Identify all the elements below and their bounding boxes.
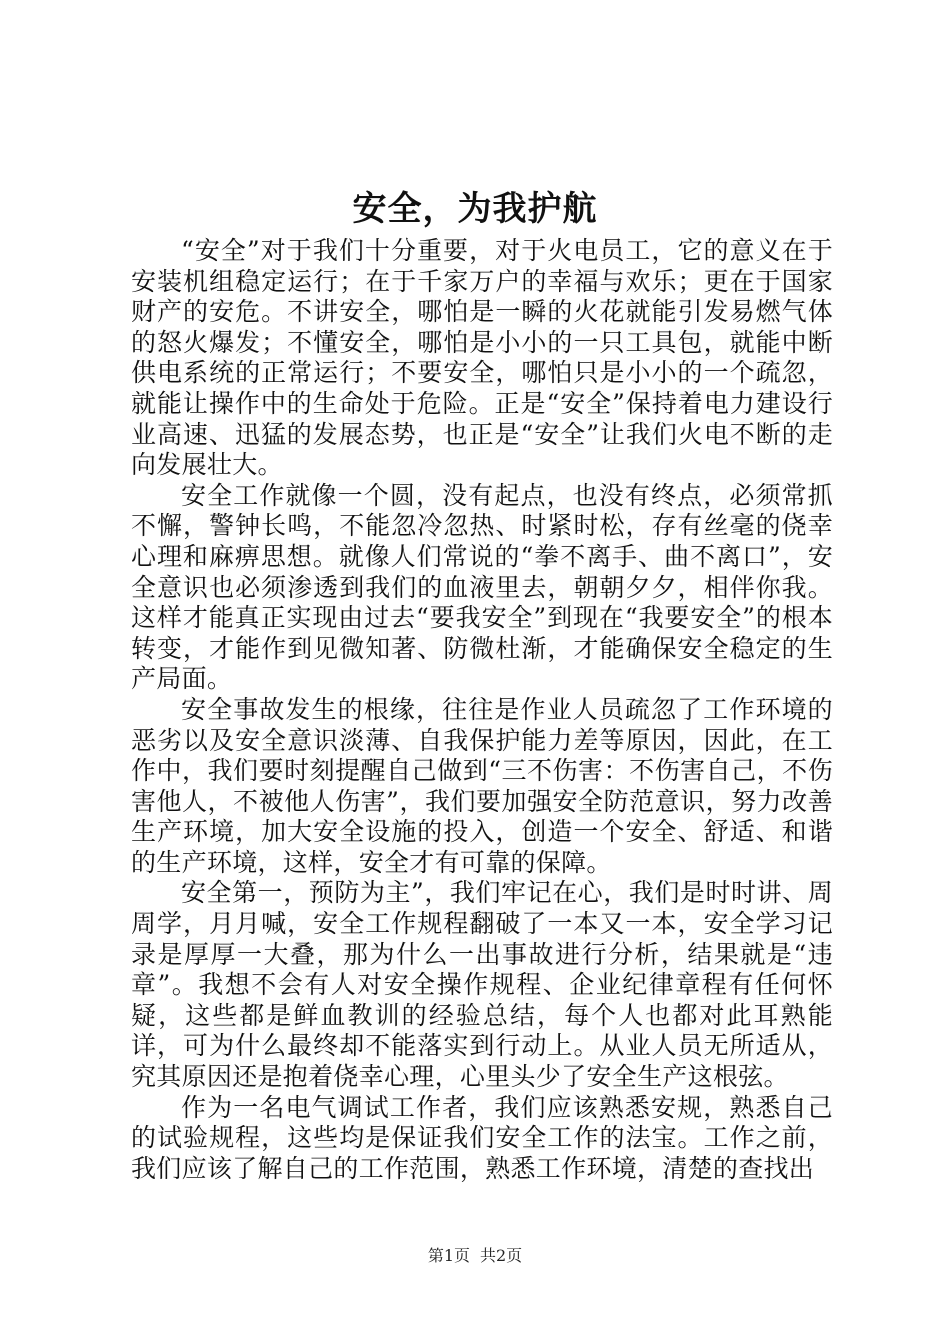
paragraph: 安全工作就像一个圆，没有起点，也没有终点，必须常抓不懈，警钟长鸣，不能忽冷忽热、时紧时松，存有丝毫的侥幸心理和麻痹思想。就像人们常说的“拳不离手、曲不离口”，安全意识也必须渗透到我们的血液里去，朝朝夕夕，相伴你我。这样才能真正实现由过去“要我安全”到现在“我要安全”的根本转变，才能作到见微知著、防微杜渐，才能确保安全稳定的生产局面。 (131, 480, 833, 694)
document-title: 安全，为我护航 (352, 189, 598, 229)
page-total: 共2页 (480, 1246, 523, 1265)
paragraph: 安全第一，预防为主”，我们牢记在心，我们是时时讲、周周学，月月喊，安全工作规程翻破了一本又一本，安全学习记录是厚厚一大叠，那为什么一出事故进行分析，结果就是“违章”。我想不会有人对安全操作规程、企业纪律章程有任何怀疑，这些都是鲜血教训的经验总结，每个人也都对此耳熟能详，可为什么最终却不能落实到行动上。从业人员无所适从，究其原因还是抱着侥幸心理，心里头少了安全生产这根弦。 (131, 878, 833, 1092)
paragraph: 作为一名电气调试工作者，我们应该熟悉安规，熟悉自己的试验规程，这些均是保证我们安全工作的法宝。工作之前，我们应该了解自己的工作范围，熟悉工作环境，清楚的查找出 (131, 1092, 833, 1183)
paragraph: “安全”对于我们十分重要，对于火电员工，它的意义在于安装机组稳定运行；在于千家万户的幸福与欢乐；更在于国家财产的安危。不讲安全，哪怕是一瞬的火花就能引发易燃气体的怒火爆发；不懂安全，哪怕是小小的一只工具包，就能中断供电系统的正常运行；不要安全，哪怕只是小小的一个疏忽，就能让操作中的生命处于危险。正是“安全”保持着电力建设行业高速、迅猛的发展态势，也正是“安全”让我们火电不断的走向发展壮大。 (131, 236, 833, 480)
page-footer (0, 1246, 950, 1266)
page-number: 第1页 (427, 1246, 470, 1265)
document-body (131, 236, 833, 1184)
paragraph: 安全事故发生的根缘，往往是作业人员疏忽了工作环境的恶劣以及安全意识淡薄、自我保护能力差等原因，因此，在工作中，我们要时刻提醒自己做到“三不伤害：不伤害自己，不伤害他人，不被他人伤害”，我们要加强安全防范意识，努力改善生产环境，加大安全设施的投入，创造一个安全、舒适、和谐的生产环境，这样，安全才有可靠的保障。 (131, 694, 833, 877)
